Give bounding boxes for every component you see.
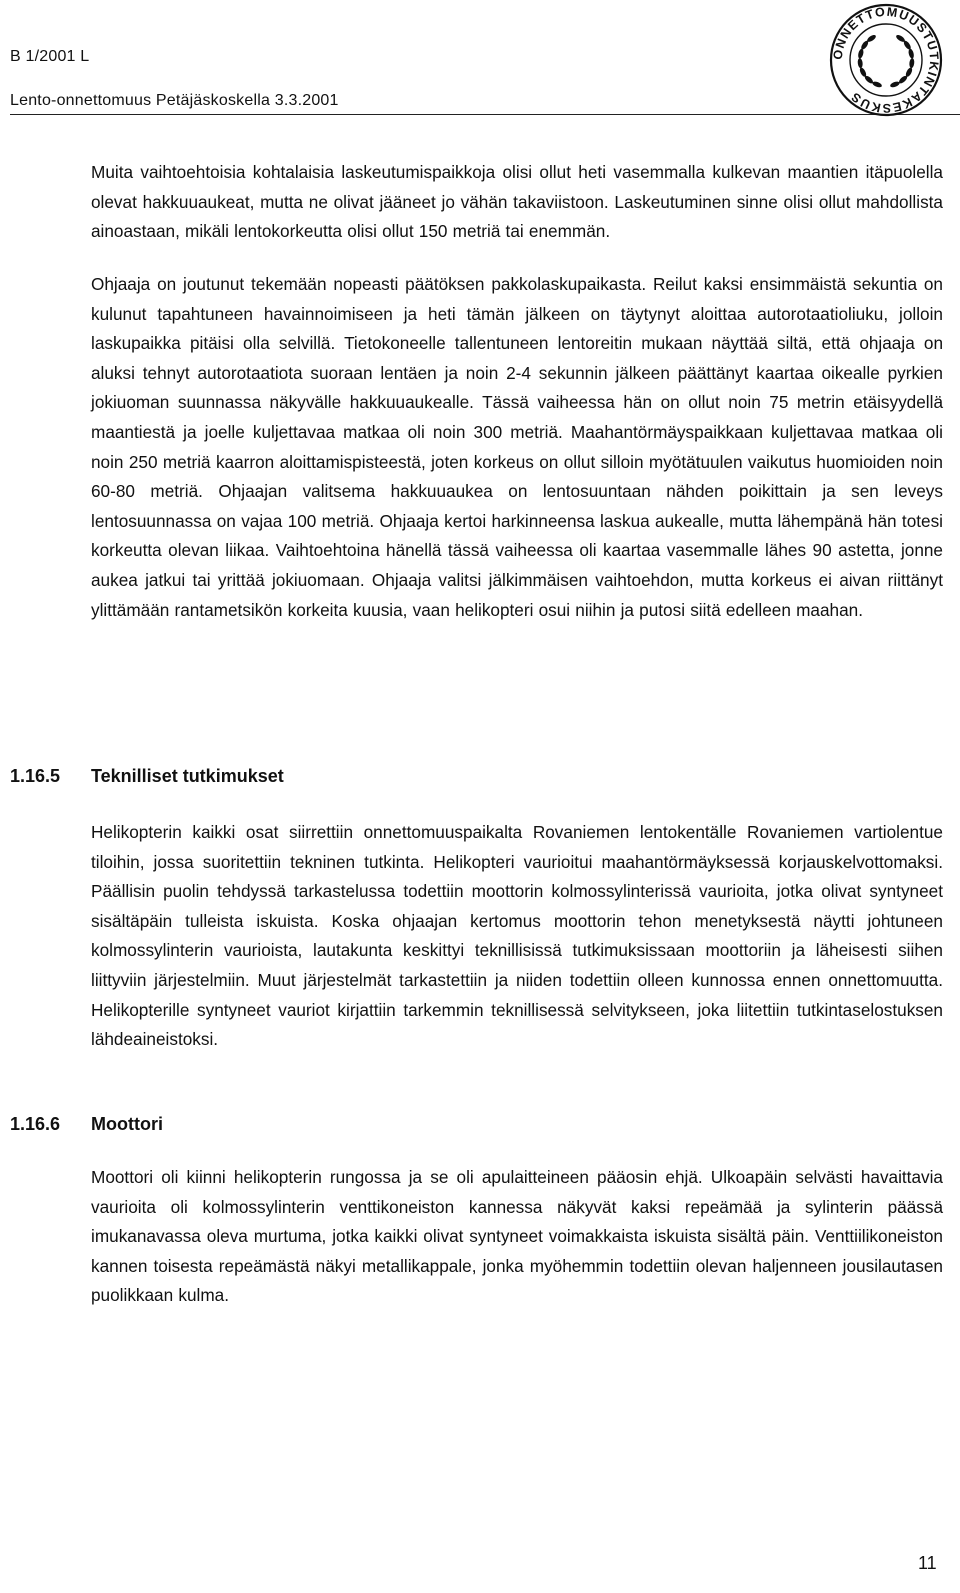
investigation-centre-seal-logo [828, 2, 944, 118]
section-title: Moottori [91, 1114, 163, 1134]
laurel-leaf [857, 48, 864, 59]
section-title: Teknilliset tutkimukset [91, 766, 284, 786]
header-rule [10, 114, 960, 115]
report-title: Lento-onnettomuus Petäjäskoskella 3.3.2001 [10, 92, 339, 109]
paragraph-pilot-decision: Ohjaaja on joutunut tekemään nopeasti päätöksen pakkolaskupaikasta. Reilut kaksi ensimmäistä sekuntia on kulunut tapahtuneen havainnoimiseen ja heti tämän jälkeen on täytynyt aloittaa autorotaatioliuku, jolloin laskupaikka pitäisi olla selvillä. Tietokoneelle tallentuneen lentoreitin mukaan näyttää siltä, että ohjaaja on aluksi tehnyt autorotaatiota suoraan lentäen ja noin 2-4 sekunnin jälkeen päättänyt kaartaa oikealle pyrkien jokiuoman suunnassa näkyvälle hakkuuaukealle. Tässä vaiheessa hän on ollut noin 75 metrin etäisyydellä maantiestä ja joelle kuljettavaa matkaa oli noin 300 metriä. Maahantörmäyspaikkaan kuljettavaa matkaa oli noin 250 metriä kaarron aloittamispisteestä, joten korkeus on ollut silloin myötätuulen vaikutus huomioiden noin 60-80 metriä. Ohjaajan valitsema hakkuuaukea on lentosuuntaan nähden poikittain ja sen leveys lentosuunnassa on vajaa 100 metriä. Ohjaaja kertoi harkinneensa laskua aukealle, mutta lähempänä hän totesi korkeutta olevan liikaa. Vaihtoehtoina hänellä tässä vaiheessa oli kaartaa vasemmalle lähes 90 astetta, jonne aukea jatkui tai yrittää jokiuomaan. Ohjaaja valitsi jälkimmäisen vaihtoehdon, mutta korkeus ei aivan riittänyt ylittämään rantametsikön korkeita kuusia, vaan helikopteri osui niihin ja putosi siitä edelleen maahan. [91, 274, 943, 620]
section-heading-technical [0, 766, 400, 796]
paragraph-alternative-sites: Muita vaihtoehtoisia kohtalaisia laskeutumispaikkoja olisi ollut heti vasemmalla kulkevan maantien itäpuolella olevat hakkuuaukeat, mutta ne olivat jääneet jo vähän takaviistoon. Laskeutuminen sinne olisi ollut mahdollista ainoastaan, mikäli lentokorkeutta olisi ollut 150 metriä tai enemmän. [91, 162, 943, 242]
laurel-leaf [909, 58, 915, 69]
laurel-wreath-icon [857, 34, 915, 89]
laurel-leaf [889, 80, 900, 88]
report-id: B 1/2001 L [10, 48, 90, 65]
section-number: 1.16.5 [10, 766, 61, 786]
laurel-leaf [857, 58, 863, 69]
svg-text:ONNETTOMUUSTUTKINTAKESKUS: ONNETTOMUUSTUTKINTAKESKUS [830, 4, 942, 116]
laurel-leaf [908, 48, 915, 59]
page-number: 11 [918, 1553, 937, 1573]
section-number: 1.16.6 [10, 1114, 61, 1134]
laurel-leaf [872, 80, 883, 88]
paragraph-technical-investigation: Helikopterin kaikki osat siirrettiin onnettomuuspaikalta Rovaniemen lentokentälle Rovaniemen vartiolentue tiloihin, jossa suoritettiin tekninen tutkinta. Helikopteri vaurioitui maahantörmäyksessä korjauskelvottomaksi. Päällisin puolin tehdyssä tarkastelussa todettiin moottorin kolmossylinterissä vaurioita, jotka olivat syntyneet sisältäpäin tulleista iskuista. Koska ohjaajan kertomus moottorin tehon menetyksestä näytti johtuneen kolmossylinterin vaurioista, lautakunta keskittyi teknillisissä tutkimuksissaan moottoriin ja läheisesti siihen liittyviin järjestelmiin. Muut järjestelmät tarkastettiin ja niiden todettiin olleen kunnossa ennen onnettomuutta. Helikopterille syntyneet vauriot kirjattiin tarkemmin teknillisessä selvitykseen, joka liitettiin tutkintaselostuksen lähdeaineistoksi. [91, 822, 943, 1050]
paragraph-engine: Moottori oli kiinni helikopterin rungossa ja se oli apulaitteineen pääosin ehjä. Ulkoapäin selvästi havaittavia vaurioita oli kolmossylinterin venttikoneiston kannessa näkyvät kaksi repeämää ja sylinterin päässä imukanavassa oleva murtuma, jotka kaikki olivat syntyneet voimakkaista iskuista sisältä päin. Venttiilikoneiston kannen toisesta repeämästä näkyi metallikappale, jonka myöhemmin todettiin olevan haljenneen jousilautasen puolikkaan kulma. [91, 1167, 943, 1306]
section-heading-engine [0, 1114, 400, 1144]
